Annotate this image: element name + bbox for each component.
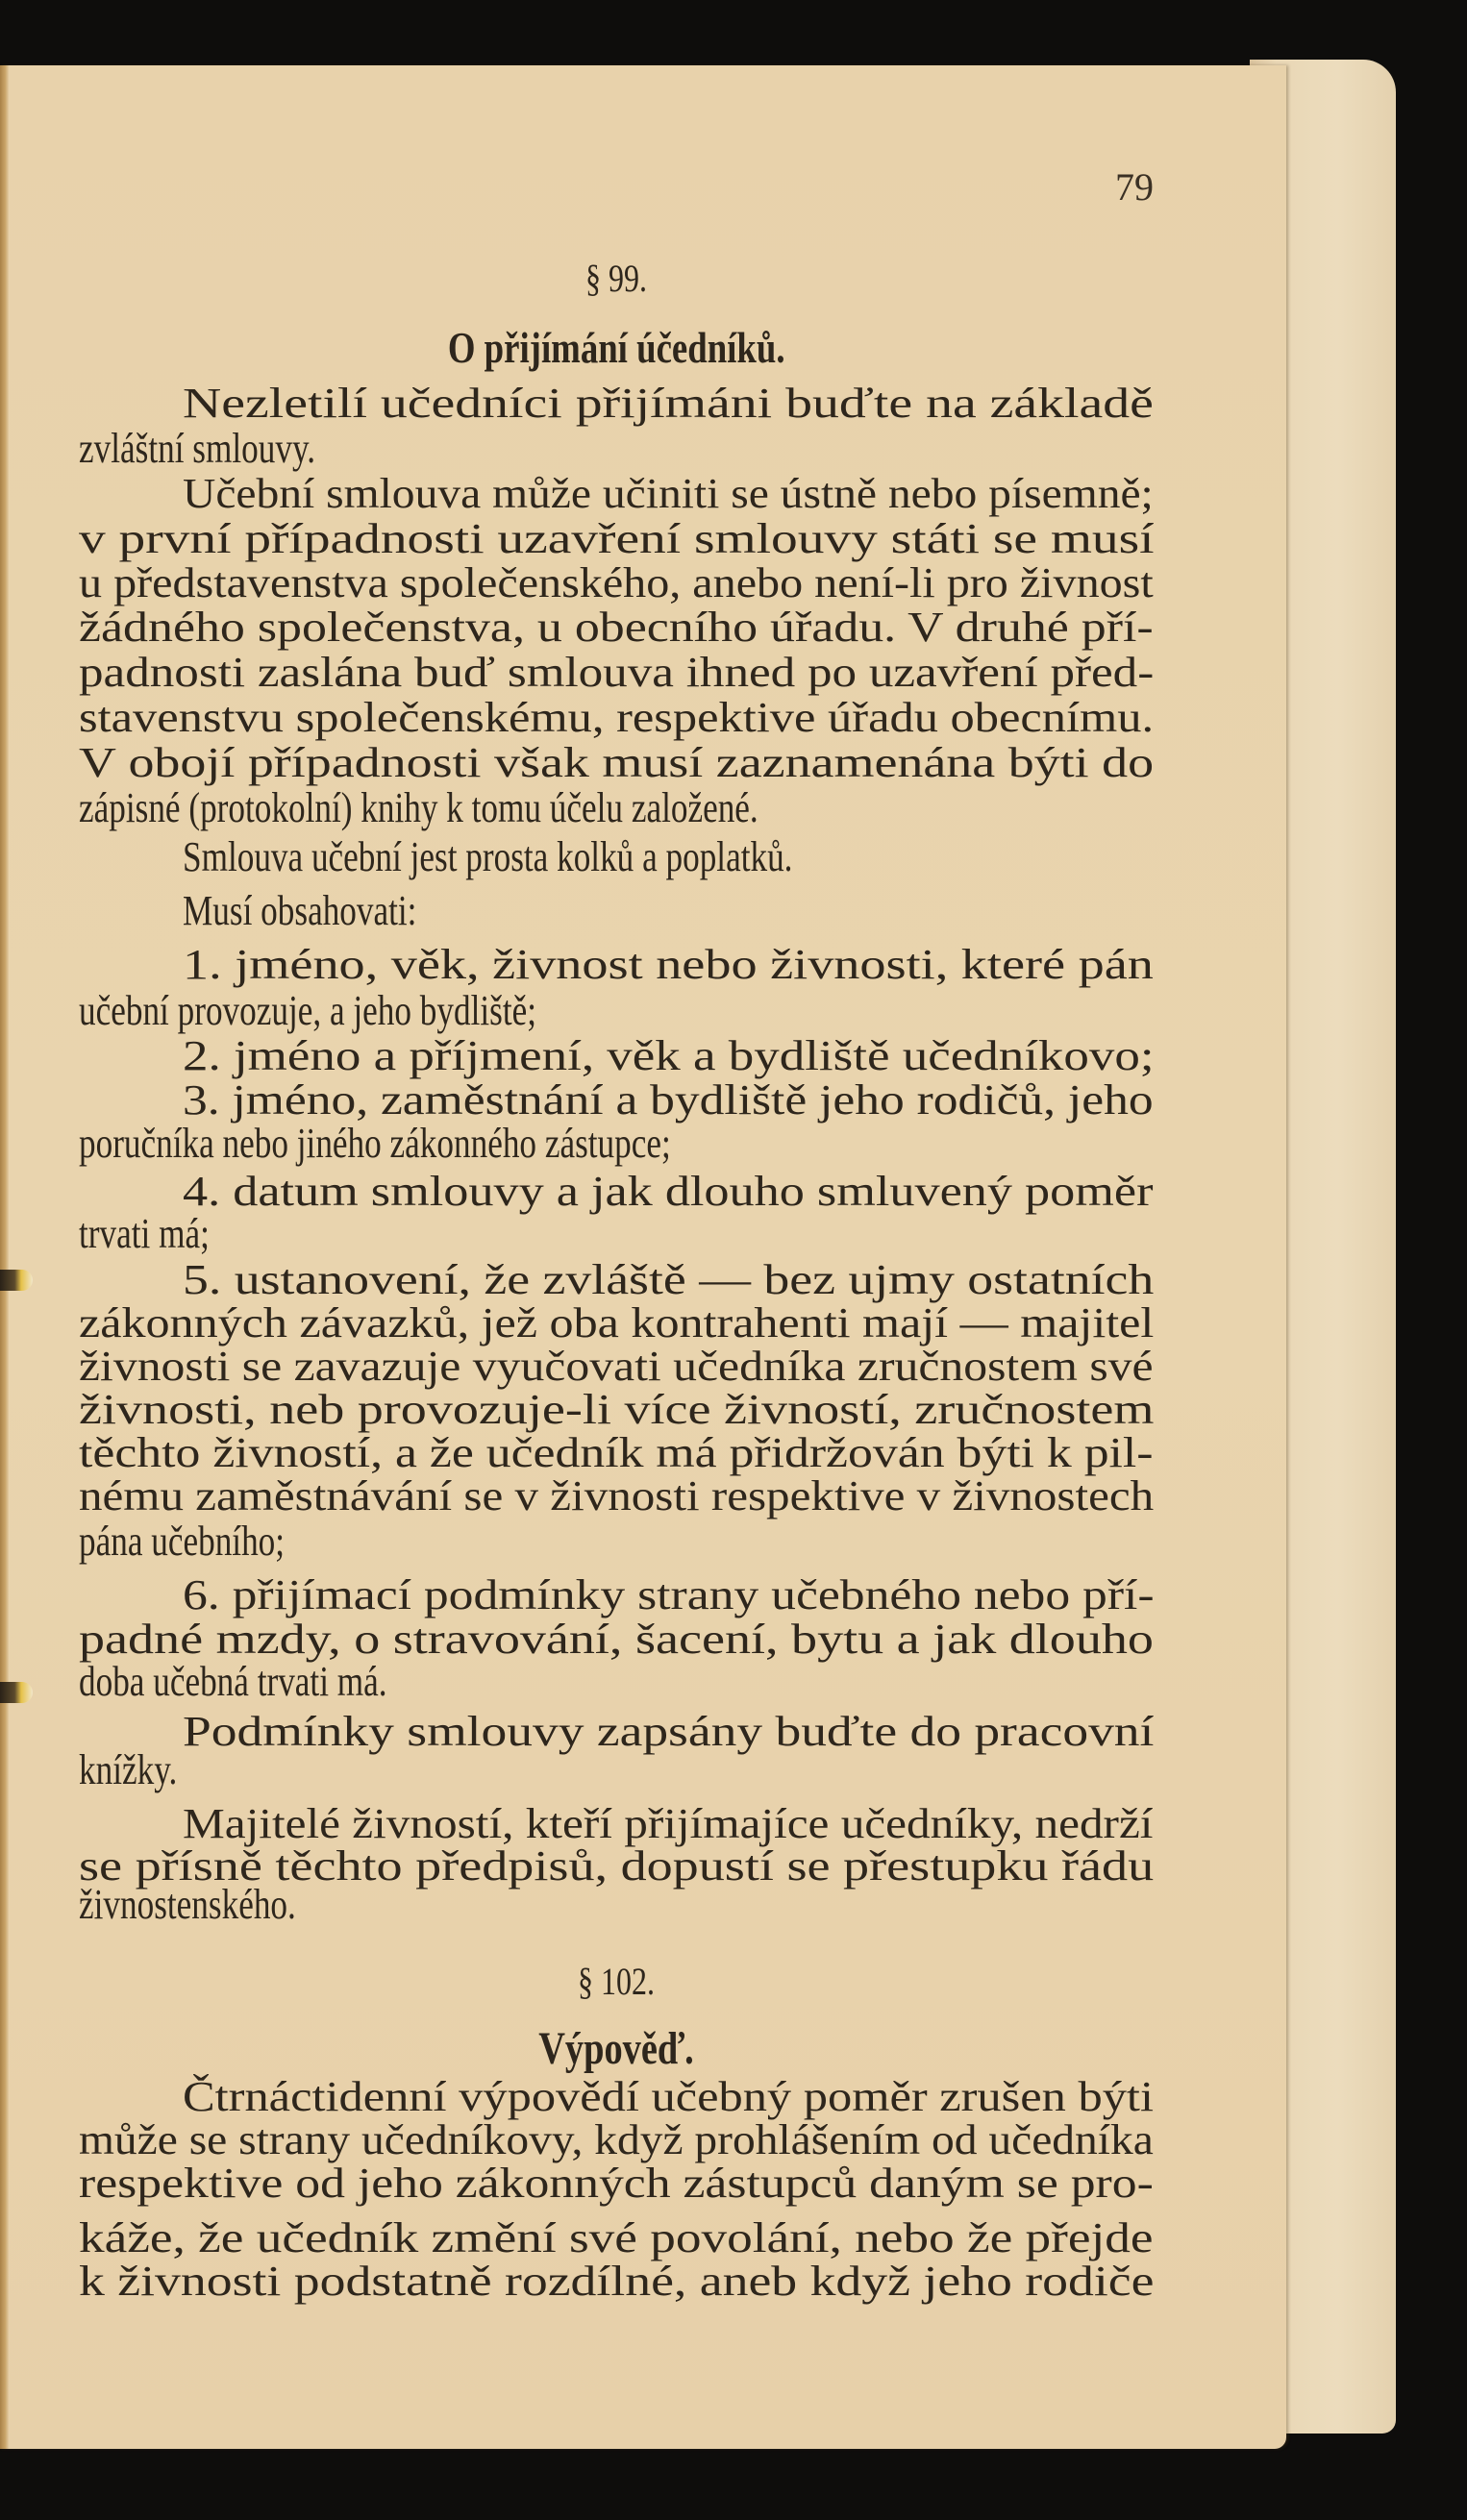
text-line: těchto živností, a že učedník má přidržován býti k pil- xyxy=(79,1429,1154,1476)
text-line: stavenstvu společenskému, respektive úřadu obecnímu. xyxy=(79,694,1155,741)
text-line: 5. ustanovení, že zvláště — bez ujmy ostatních xyxy=(183,1256,1155,1303)
text-line: Nezletilí učedníci přijímáni buďte na základě xyxy=(183,380,1154,427)
text-line: káže, že učedník změní své povolání, nebo že přejde xyxy=(79,2214,1154,2261)
text-line: knížky. xyxy=(79,1746,178,1793)
text-line: učební provozuje, a jeho bydliště; xyxy=(79,987,537,1034)
text-line: padnosti zaslána buď smlouva ihned po uzavření před- xyxy=(79,649,1155,696)
text-line: 6. přijímací podmínky strany učebného nebo pří- xyxy=(183,1571,1155,1618)
text-line: pána učebního; xyxy=(79,1518,286,1565)
text-line: živnostenského. xyxy=(79,1881,296,1928)
text-line: Učební smlouva může učiniti se ústně nebo písemně; xyxy=(183,470,1154,517)
text-line: Majitelé živností, kteří přijímajíce učedníky, nedrží xyxy=(183,1800,1154,1847)
text-line: Smlouva učební jest prosta kolků a poplatků. xyxy=(183,833,793,880)
text-line: u představenstva společenského, anebo není-li pro živnost xyxy=(79,559,1154,606)
page-binding-edge xyxy=(0,65,9,2449)
text-line: Čtrnáctidenní výpovědí učebný poměr zrušen býti xyxy=(183,2073,1154,2120)
text-line: zákonných závazků, jež oba kontrahenti mají — majitel xyxy=(79,1299,1155,1346)
binding-thread xyxy=(0,1682,33,1703)
text-line: 3. jméno, zaměstnání a bydliště jeho rodičů, jeho xyxy=(183,1076,1154,1124)
text-line: 2. jméno a příjmení, věk a bydliště učedníkovo; xyxy=(183,1032,1155,1079)
text-line: žádného společenstva, u obecního úřadu. V druhé pří- xyxy=(79,604,1154,651)
text-line: živnosti se zavazuje vyučovati učedníka zručnostem své xyxy=(79,1343,1154,1390)
section-title: O přijímání účedníků. xyxy=(447,323,785,372)
page-number: 79 xyxy=(1115,165,1154,209)
text-line: 4. datum smlouvy a jak dlouho smluvený poměr xyxy=(183,1168,1154,1215)
text-line: zvláštní smlouvy. xyxy=(79,425,316,472)
section-title: Výpověď. xyxy=(538,2023,694,2074)
section-number: § 102. xyxy=(578,1960,655,2003)
text-line: nému zaměstnávání se v živnosti respektive v živnostech xyxy=(79,1472,1155,1519)
text-line: zápisné (protokolní) knihy k tomu účelu založené. xyxy=(79,784,758,831)
text-line: poručníka nebo jiného zákonného zástupce; xyxy=(79,1120,671,1167)
binding-thread xyxy=(0,1270,33,1291)
text-line: 1. jméno, věk, živnost nebo živnosti, které pán xyxy=(183,941,1154,988)
text-line: živnosti, neb provozuje-li více živností, zručnostem xyxy=(79,1386,1155,1433)
text-line: Podmínky smlouvy zapsány buďte do pracovní xyxy=(183,1708,1155,1755)
text-line: trvati má; xyxy=(79,1210,210,1257)
text-line: se přísně těchto předpisů, dopustí se přestupku řádu xyxy=(79,1842,1155,1890)
section-number: § 99. xyxy=(585,257,647,300)
text-line: doba učebná trvati má. xyxy=(79,1658,387,1705)
text-line: v první případnosti uzavření smlouvy státi se musí xyxy=(79,515,1155,562)
text-line: může se strany učedníkovy, když prohlášením od učedníka xyxy=(79,2116,1154,2163)
text-line: V obojí případnosti však musí zaznamenána býti do xyxy=(79,739,1155,786)
text-line: k živnosti podstatně rozdílné, aneb když jeho rodiče xyxy=(79,2258,1155,2305)
text-line: Musí obsahovati: xyxy=(183,887,417,934)
text-line: padné mzdy, o stravování, šacení, bytu a jak dlouho xyxy=(79,1616,1154,1663)
text-line: respektive od jeho zákonných zástupců daným se pro- xyxy=(79,2160,1154,2207)
